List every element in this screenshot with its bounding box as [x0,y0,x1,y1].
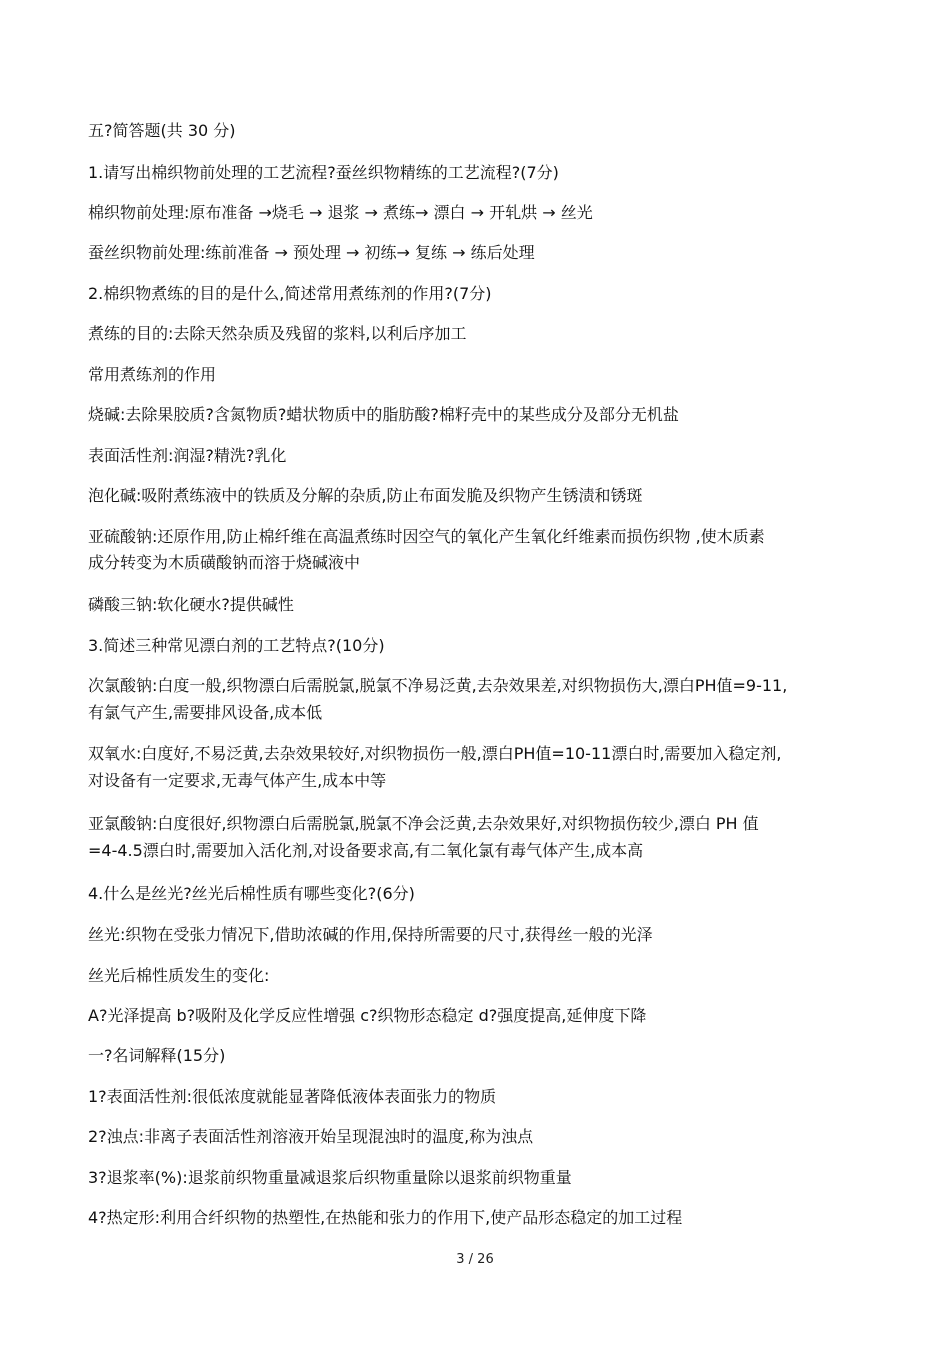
text-line: 亚硫酸钠:还原作用,防止棉纤维在高温煮练时因空气的氧化产生氧化纤维素而损伤织物 ,使木质素 [88,527,765,546]
text-line: 蚕丝织物前处理:练前准备 → 预处理 → 初练→ 复练 → 练后处理 [88,243,535,262]
text-line: 常用煮练剂的作用 [88,365,217,384]
question-line: 1.请写出棉织物前处理的工艺流程?蚕丝织物精练的工艺流程?(7分) [88,163,559,182]
text-line: 双氧水:白度好,不易泛黄,去杂效果较好,对织物损伤一般,漂白PH值=10-11漂白时,需要加入稳定剂, [88,744,782,763]
text-line: 煮练的目的:去除天然杂质及残留的浆料,以利后序加工 [88,324,467,343]
text-line: 丝光:织物在受张力情况下,借助浓碱的作用,保持所需要的尺寸,获得丝一般的光泽 [88,925,653,944]
text-line: 丝光后棉性质发生的变化: [88,966,270,985]
text-line: 成分转变为木质磺酸钠而溶于烧碱液中 [88,553,361,572]
question-line: 3.简述三种常见漂白剂的工艺特点?(10分) [88,636,385,655]
text-line: 烧碱:去除果胶质?含氮物质?蜡状物质中的脂肪酸?棉籽壳中的某些成分及部分无机盐 [88,405,679,424]
question-line: 4.什么是丝光?丝光后棉性质有哪些变化?(6分) [88,884,415,903]
text-line: 棉织物前处理:原布准备 →烧毛 → 退浆 → 煮练→ 漂白 → 开轧烘 → 丝光 [88,203,593,222]
text-line: 1?表面活性剂:很低浓度就能显著降低液体表面张力的物质 [88,1087,497,1106]
page-number: 3 / 26 [456,1252,494,1267]
text-line: A?光泽提高 b?吸附及化学反应性增强 c?织物形态稳定 d?强度提高,延伸度下降 [88,1006,647,1025]
text-line: 磷酸三钠:软化硬水?提供碱性 [88,595,294,614]
text-line: 有氯气产生,需要排风设备,成本低 [88,703,323,722]
text-line: 泡化碱:吸附煮练液中的铁质及分解的杂质,防止布面发脆及织物产生锈渍和锈斑 [88,486,643,505]
text-line: =4-4.5漂白时,需要加入活化剂,对设备要求高,有二氧化氯有毒气体产生,成本高 [88,841,644,860]
text-line: 表面活性剂:润湿?精洗?乳化 [88,446,287,465]
section-heading: 一?名词解释(15分) [88,1046,226,1065]
text-line: 次氯酸钠:白度一般,织物漂白后需脱氯,脱氯不净易泛黄,去杂效果差,对织物损伤大,漂白PH值=9-11, [88,676,788,695]
question-line: 2.棉织物煮练的目的是什么,简述常用煮练剂的作用?(7分) [88,284,492,303]
text-line: 2?浊点:非离子表面活性剂溶液开始呈现混浊时的温度,称为浊点 [88,1127,534,1146]
text-line: 亚氯酸钠:白度很好,织物漂白后需脱氯,脱氯不净会泛黄,去杂效果好,对织物损伤较少,漂白 PH 值 [88,814,759,833]
text-line: 4?热定形:利用合纤织物的热塑性,在热能和张力的作用下,使产品形态稳定的加工过程 [88,1208,683,1227]
section-heading: 五?简答题(共 30 分) [88,121,236,140]
text-line: 对设备有一定要求,无毒气体产生,成本中等 [88,771,387,790]
text-line: 3?退浆率(%):退浆前织物重量减退浆后织物重量除以退浆前织物重量 [88,1168,572,1187]
